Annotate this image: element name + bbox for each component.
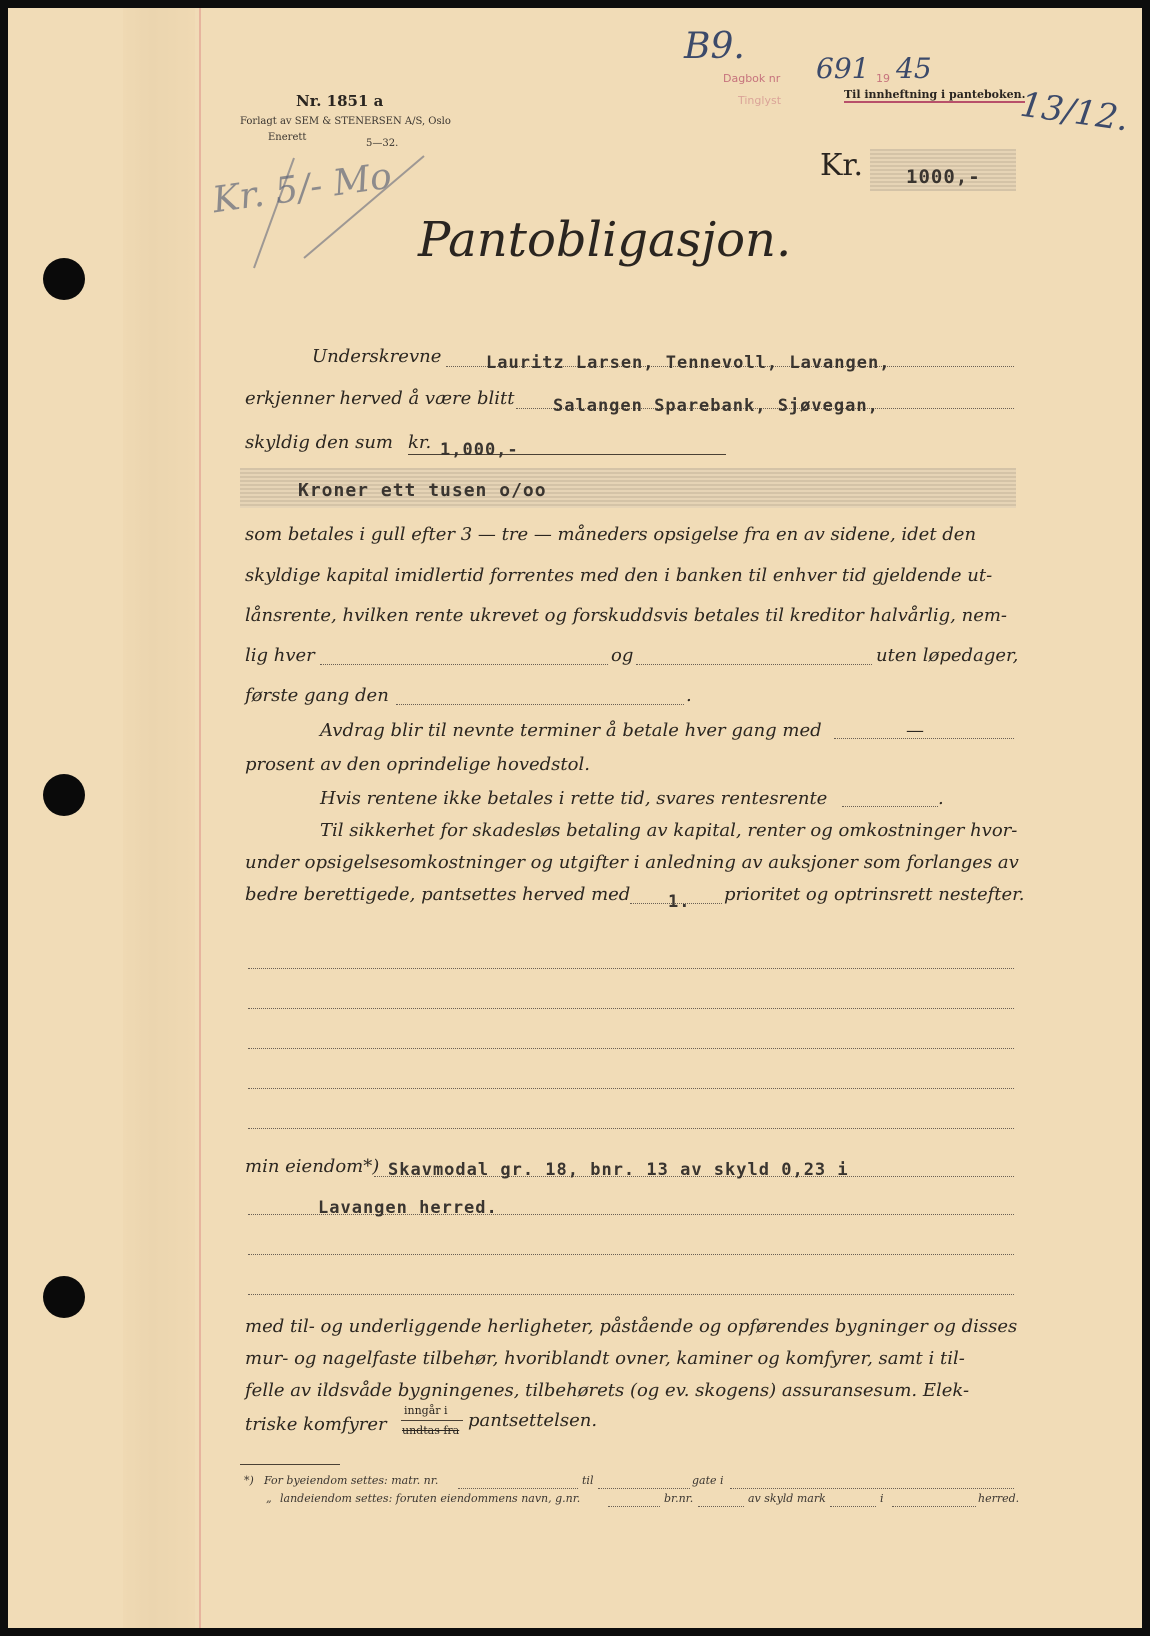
- closing-line-1: med til- og underliggende herligheter, påstående og opførendes bygninger og disses: [245, 1316, 1018, 1337]
- stamp-number: 691: [816, 52, 870, 85]
- komfyrer-option-bottom: undtas fra: [402, 1424, 460, 1437]
- punch-hole: [43, 1276, 85, 1318]
- footnote-2-mark: „: [266, 1492, 272, 1505]
- sikkerhet-line-2: under opsigelsesomkostninger og utgifter i anledning av auksjoner som forlanges av: [245, 852, 1019, 873]
- footnote-rule: [240, 1464, 340, 1465]
- prosent-line: prosent av den oprindelige hovedstol.: [245, 754, 590, 775]
- prioritet-label: bedre berettigede, pantsettes herved med: [245, 884, 631, 905]
- closing-line-3: felle av ildsvåde bygningenes, tilbehørets (og ev. skogens) assuransesum. Elek-: [245, 1380, 970, 1401]
- publisher-enerett: Enerett: [268, 132, 307, 143]
- erkjenner-label: erkjenner herved å være blitt: [245, 388, 515, 409]
- stamp-year-prefix: 19: [876, 72, 890, 85]
- footnote-1a: For byeiendom settes: matr. nr.: [264, 1474, 439, 1487]
- skyldig-kr: kr.: [408, 432, 432, 453]
- lig-hver-tail: uten løpedager,: [876, 645, 1019, 666]
- rentesrente-line: [842, 806, 938, 807]
- blank-line: [248, 1088, 1014, 1089]
- footnote-2a: landeiendom settes: foruten eiendommens navn, g.nr.: [280, 1492, 581, 1505]
- forste-gang-label: første gang den: [245, 685, 389, 706]
- binding-strip: [123, 8, 195, 1628]
- skyldig-value: 1,000,-: [440, 440, 519, 460]
- sikkerhet-line-1: Til sikkerhet for skadesløs betaling av kapital, renter og omkostninger hvor-: [320, 820, 1018, 841]
- footnote-dots: [892, 1506, 976, 1507]
- closing-line-2: mur- og nagelfaste tilbehør, hvoriblandt ovner, kaminer og komfyrer, samt i til-: [245, 1348, 965, 1369]
- blank-line: [248, 1008, 1014, 1009]
- forste-gang-end: .: [686, 685, 692, 706]
- footnote-2c: av skyld mark: [748, 1492, 826, 1505]
- footnote-1b: til: [582, 1474, 594, 1487]
- komfyrer-label: triske komfyrer: [245, 1414, 387, 1435]
- stamp-year: 45: [896, 52, 932, 85]
- document-page: [8, 8, 1142, 1628]
- underskrevne-label: Underskrevne: [312, 346, 442, 367]
- eiendom-value-1: Skavmodal gr. 18, bnr. 13 av skyld 0,23 i: [388, 1160, 849, 1180]
- underskrevne-value: Lauritz Larsen, Tennevoll, Lavangen,: [486, 353, 891, 373]
- footnote-dots: [730, 1488, 1014, 1489]
- stamp-second-line: Tinglyst: [738, 94, 782, 107]
- blank-line: [248, 1128, 1014, 1129]
- lig-hver-line: [320, 664, 608, 665]
- blank-line: [248, 1294, 1014, 1295]
- punch-hole: [43, 774, 85, 816]
- margin-rule: [199, 8, 201, 1628]
- prioritet-tail: prioritet og optrinsrett nestefter.: [724, 884, 1025, 905]
- prioritet-value: 1.: [668, 892, 691, 912]
- footnote-2d: i: [880, 1492, 884, 1505]
- lig-hver-label: lig hver: [245, 645, 315, 666]
- komfyrer-tail: pantsettelsen.: [468, 1410, 598, 1431]
- komfyrer-fraction-bar: [401, 1420, 463, 1421]
- form-number: Nr. 1851 a: [296, 92, 384, 110]
- til-innheftning-label: Til innheftning i panteboken.: [844, 88, 1026, 101]
- footnote-dots: [698, 1506, 744, 1507]
- footnote-dots: [608, 1506, 660, 1507]
- eiendom-value-2: Lavangen herred.: [318, 1198, 498, 1218]
- avdrag-line: [834, 738, 1014, 739]
- stamp-prefix: Dagbok nr: [723, 72, 781, 85]
- avdrag-label: Avdrag blir til nevnte terminer å betale hver gang med: [320, 720, 822, 741]
- rentesrente-label: Hvis rentene ikke betales i rette tid, svares rentesrente: [320, 788, 828, 809]
- rentesrente-end: .: [938, 788, 944, 809]
- footnote-2e: herred.: [978, 1492, 1020, 1505]
- footnote-mark: *): [244, 1474, 254, 1487]
- corner-note: 13/12.: [1017, 84, 1132, 140]
- blank-line: [248, 1254, 1014, 1255]
- document-title: Pantobligasjon.: [418, 212, 792, 268]
- scribble-mark: [244, 148, 434, 278]
- body-line-2: skyldige kapital imidlertid forrentes med den i banken til enhver tid gjeldende ut-: [245, 565, 993, 586]
- og-line: [636, 664, 872, 665]
- punch-hole: [43, 258, 85, 300]
- footnote-dots: [830, 1506, 876, 1507]
- body-line-3: lånsrente, hvilken rente ukrevet og forskuddsvis betales til kreditor halvårlig, nem-: [245, 605, 1008, 626]
- footnote-1c: gate i: [692, 1474, 724, 1487]
- kroner-words: Kroner ett tusen o/oo: [298, 480, 547, 501]
- avdrag-value: —: [906, 720, 924, 741]
- footnote-dots: [598, 1488, 690, 1489]
- margin-annotation: Kr. 5/- Mo: [210, 155, 395, 222]
- footnote-dots: [458, 1488, 578, 1489]
- publisher-line: Forlagt av SEM & STENERSEN A/S, Oslo: [240, 116, 451, 127]
- komfyrer-option-top: inngår i: [404, 1404, 448, 1417]
- skyldig-label: skyldig den sum: [245, 432, 393, 453]
- body-line-1: som betales i gull efter 3 — tre — måneders opsigelse fra en av sidene, idet den: [245, 524, 977, 545]
- footnote-2b: br.nr.: [664, 1492, 694, 1505]
- forste-gang-line: [396, 704, 684, 705]
- amount-value: 1000,-: [906, 166, 981, 188]
- blank-line: [248, 968, 1014, 969]
- eiendom-label: min eiendom*): [245, 1156, 380, 1177]
- lig-hver-og: og: [611, 645, 634, 666]
- erkjenner-value: Salangen Sparebank, Sjøvegan,: [553, 396, 879, 416]
- blank-line: [248, 1048, 1014, 1049]
- amount-label: Kr.: [820, 148, 863, 183]
- publisher-date: 5—32.: [366, 138, 399, 149]
- handwritten-annotation: B9.: [684, 26, 745, 67]
